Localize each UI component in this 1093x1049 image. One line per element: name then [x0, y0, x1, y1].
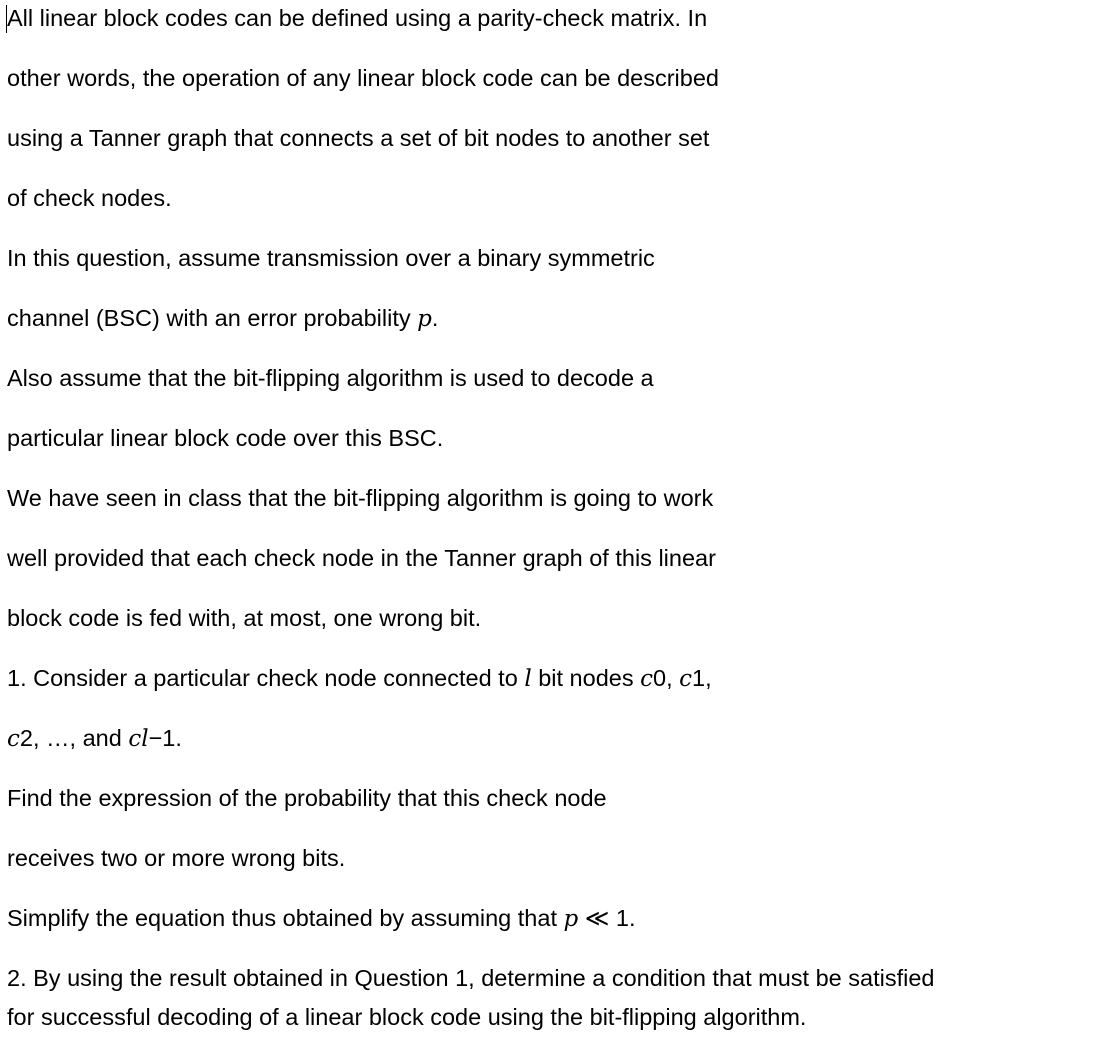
- question-2-line-1: 2. By using the result obtained in Question 1, determine a condition that must be satisfied: [7, 965, 935, 991]
- question-1-line-1: [7, 663, 712, 693]
- math-variable-cl: cl: [128, 726, 149, 752]
- question-1-c1-suffix: 1,: [692, 665, 712, 691]
- question-1b-line-2: receives two or more wrong bits.: [7, 845, 346, 871]
- question-2-line-2: for successful decoding of a linear block code using the bit-flipping algorithm.: [7, 1004, 807, 1030]
- math-variable-l: l: [524, 666, 532, 692]
- question-1b-line-1: Find the expression of the probability that this check node: [7, 785, 607, 811]
- math-variable-c2: c: [7, 726, 20, 752]
- math-variable-p-2: p: [563, 906, 579, 932]
- math-variable-p: p: [417, 306, 432, 332]
- paragraph-4-line-2: well provided that each check node in the Tanner graph of this linear: [7, 545, 716, 571]
- paragraph-1-line-3: using a Tanner graph that connects a set of bit nodes to another set: [7, 125, 710, 151]
- math-variable-c1: c: [679, 666, 693, 692]
- question-1-line-2: [7, 723, 182, 753]
- paragraph-1-line-2: other words, the operation of any linear block code can be described: [7, 65, 719, 91]
- paragraph-2-line-2-end: .: [431, 305, 439, 331]
- paragraph-3-line-1: Also assume that the bit-flipping algorithm is used to decode a: [7, 365, 654, 391]
- paragraph-1-line-1: All linear block codes can be defined using a parity-check matrix. In: [7, 5, 708, 31]
- question-1-text-b: bit nodes: [531, 665, 641, 691]
- paragraph-4-line-1: We have seen in class that the bit-flipping algorithm is going to work: [7, 485, 714, 511]
- paragraph-4-line-3: block code is fed with, at most, one wrong bit.: [7, 605, 482, 631]
- question-1c-line-1: [7, 903, 636, 933]
- paragraph-3-line-2: particular linear block code over this BSC.: [7, 425, 444, 451]
- question-1-cl-suffix: −1.: [148, 725, 182, 751]
- math-variable-c0: c: [640, 666, 653, 692]
- question-1c-relation: ≪ 1.: [578, 905, 636, 931]
- paragraph-2-line-1: In this question, assume transmission over a binary symmetric: [7, 245, 655, 271]
- question-1-c0-suffix: 0,: [653, 665, 680, 691]
- paragraph-2-line-2-text: channel (BSC) with an error probability: [7, 305, 418, 331]
- question-1c-text: Simplify the equation thus obtained by assuming that: [7, 905, 564, 931]
- paragraph-1-line-4: of check nodes.: [7, 185, 172, 211]
- question-1-c2-suffix: 2, …, and: [19, 725, 129, 751]
- question-1-text-a: 1. Consider a particular check node connected to: [7, 665, 525, 691]
- paragraph-2-line-2: [7, 303, 438, 333]
